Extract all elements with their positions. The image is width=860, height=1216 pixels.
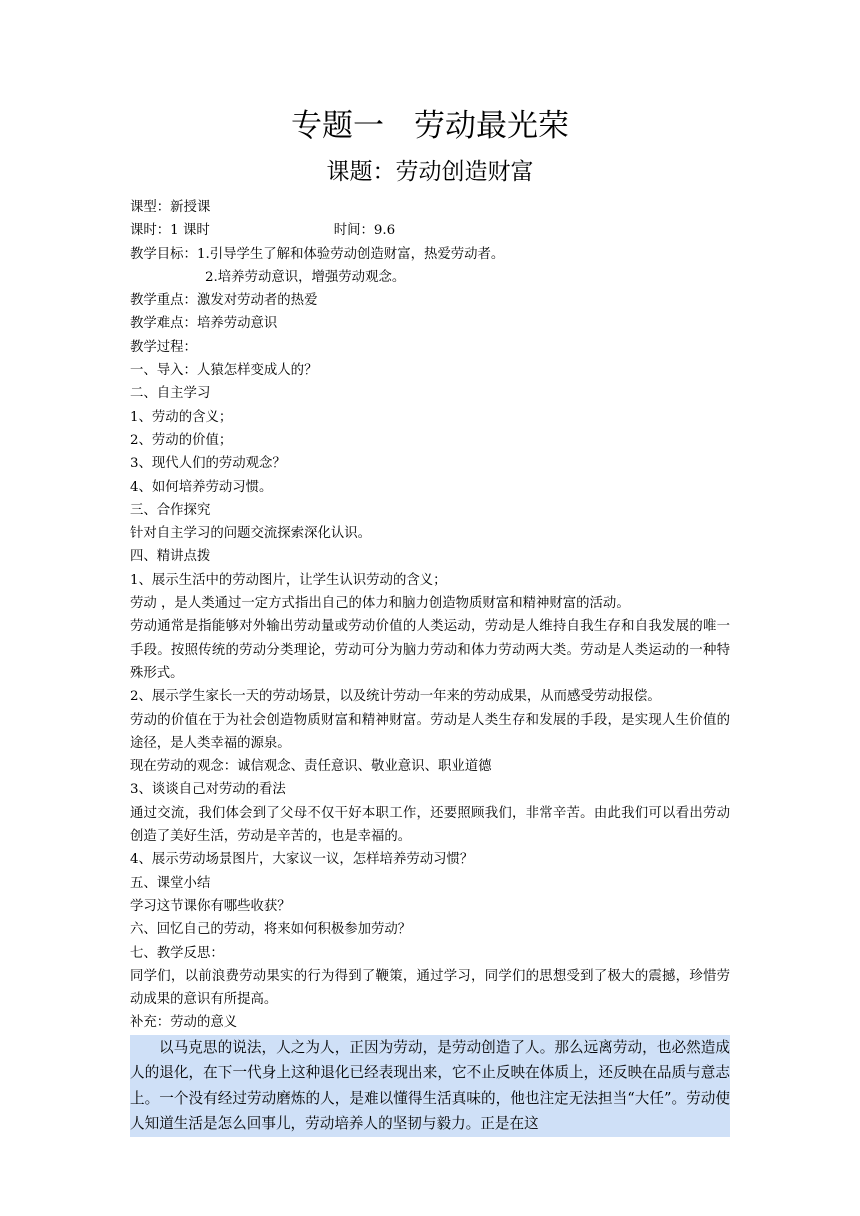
supplement-heading: 补充：劳动的意义 [130, 1015, 238, 1031]
section-7: 七、教学反思： [130, 945, 224, 961]
labor-definition: 劳动 ，是人类通过一定方式指出自己的体力和脑力创造物质财富和精神财富的活动。 [130, 596, 630, 612]
section-4: 四、精讲点拨 [130, 549, 211, 565]
process-heading: 教学过程： [130, 339, 197, 355]
page-title [0, 106, 860, 146]
goal-1: 教学目标：1.引导学生了解和体验劳动创造财富，热爱劳动者。 [130, 246, 505, 262]
section-4-item-3: 3、谈谈自己对劳动的看法 [130, 782, 286, 798]
discussion-text: 通过交流，我们体会到了父母不仅干好本职工作，还要照顾我们，非常辛苦。由此我们可以看出劳动创造了美好生活，劳动是辛苦的，也是幸福的。 [130, 805, 730, 845]
section-3: 三、合作探究 [130, 502, 211, 518]
section-6: 六、回忆自己的劳动，将来如何积极参加劳动？ [130, 922, 412, 938]
difficulty: 教学难点：培养劳动意识 [130, 316, 278, 332]
section-4-item-4: 4、展示劳动场景图片，大家议一议，怎样培养劳动习惯？ [130, 852, 474, 868]
labor-value: 劳动的价值在于为社会创造物质财富和精神财富。劳动是人类生存和发展的手段，是实现人生价值的途径，是人类幸福的源泉。 [130, 712, 730, 751]
key-point: 教学重点：激发对劳动者的热爱 [130, 293, 318, 309]
goal-2: 2.培养劳动意识，增强劳动观念。 [205, 269, 406, 285]
labor-concepts: 现在劳动的观念：诚信观念、责任意识、敬业意识、职业道德 [130, 759, 492, 775]
labor-explanation: 劳动通常是指能够对外输出劳动量或劳动价值的人类运动，劳动是人维持自我生存和自我发展的唯一手段。按照传统的劳动分类理论，劳动可分为脑力劳动和体力劳动两大类。劳动是人类运动的一种特殊形式。 [130, 619, 730, 681]
lesson-subtitle: 课题：劳动创造财富 [326, 159, 534, 185]
lesson-type: 课型：新授课 [130, 200, 211, 215]
reflection-text: 同学们，以前浪费劳动果实的行为得到了鞭策，通过学习，同学们的思想受到了极大的震撼，珍惜劳动成果的意识有所提高。 [130, 968, 730, 1008]
time: 时间：9.6 [333, 223, 396, 239]
hours: 课时：1 课时 [130, 223, 210, 239]
section-2-item-2: 2、劳动的价值； [130, 432, 233, 448]
section-1: 一、导入：人猿怎样变成人的？ [130, 363, 318, 379]
section-3-text: 针对自主学习的问题交流探索深化认识。 [130, 526, 372, 542]
section-4-item-2: 2、展示学生家长一天的劳动场景，以及统计劳动一年来的劳动成果，从而感受劳动报偿。 [130, 689, 661, 705]
section-5-text: 学习这节课你有哪些收获？ [130, 898, 291, 914]
section-5: 五、课堂小结 [130, 875, 211, 891]
section-2-item-1: 1、劳动的含义； [130, 409, 233, 425]
document-body [130, 196, 730, 1137]
highlighted-paragraph: 以马克思的说法，人之为人，正因为劳动，是劳动创造了人。那么远离劳动，也必然造成人的退化，在下一代身上这种退化已经表现出来，它不止反映在体质上，还反映在品质与意志上。一个没有经过劳动磨炼的人，是难以懂得生活真味的，他也注定无法担当“大任”。劳动使人知道生活是怎么回事儿，劳动培养人的坚韧与毅力。正是在这 [130, 1035, 730, 1137]
hours-time-row [130, 219, 730, 242]
title-part-2: 劳动最光荣 [414, 108, 569, 144]
section-4-item-1: 1、展示生活中的劳动图片，让学生认识劳动的含义； [130, 572, 447, 588]
section-2: 二、自主学习 [130, 386, 211, 402]
section-2-item-4: 4、如何培养劳动习惯。 [130, 479, 273, 495]
title-part-1: 专题一 [291, 108, 384, 144]
section-2-item-3: 3、现代人们的劳动观念？ [130, 456, 286, 472]
